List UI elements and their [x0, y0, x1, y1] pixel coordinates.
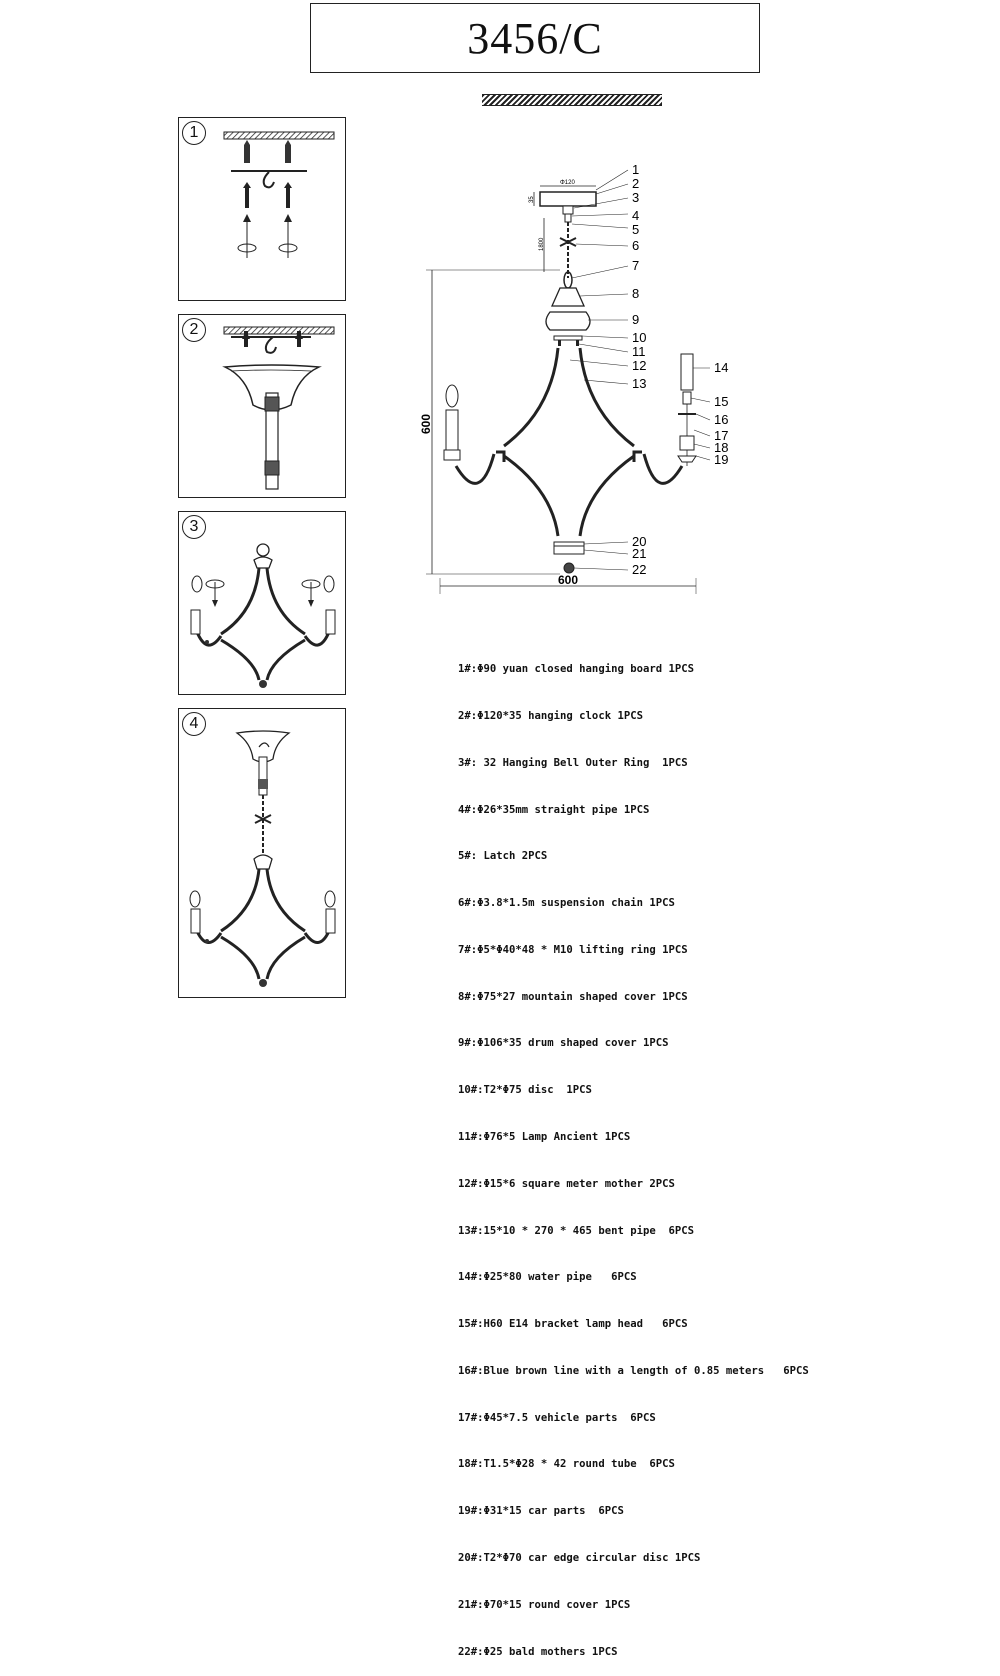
step-1-illustration: [179, 118, 347, 302]
callout-numbers: [632, 162, 728, 577]
parts-list-item: 2#:Φ120*35 hanging clock 1PCS: [458, 709, 643, 722]
wall-anchor-icon: [244, 140, 250, 163]
parts-list-item: 10#:T2*Φ75 disc 1PCS: [458, 1084, 592, 1097]
screw-icon: [284, 182, 292, 208]
step-2-number: 2: [182, 318, 206, 342]
callout-2: 2: [632, 176, 640, 191]
parts-list-item: 14#:Φ25*80 water pipe 6PCS: [458, 1271, 637, 1284]
parts-list-item: 4#:Φ26*35mm straight pipe 1PCS: [458, 803, 650, 816]
parts-list-item: 5#: Latch 2PCS: [458, 850, 548, 863]
bulb-icon: [192, 576, 202, 592]
parts-list-item: 22#:Φ25 bald mothers 1PCS: [458, 1645, 618, 1658]
callout-3: 3: [632, 190, 640, 205]
callout-19: 19: [714, 452, 729, 467]
step-3-illustration: [179, 512, 347, 696]
callout-7: 7: [632, 258, 640, 273]
parts-list-item: 9#:Φ106*35 drum shaped cover 1PCS: [458, 1037, 669, 1050]
step-2-panel: [178, 314, 346, 498]
bulb-icon: [325, 891, 335, 907]
callout-16: 16: [714, 412, 729, 427]
callout-11: 11: [632, 344, 646, 359]
overall-width: 600: [558, 573, 579, 587]
parts-list-item: 3#: 32 Hanging Bell Outer Ring 1PCS: [458, 756, 688, 769]
callout-22: 22: [632, 562, 647, 577]
callout-10: 10: [632, 330, 647, 345]
step-4-number: 4: [182, 712, 206, 736]
parts-list-item: 8#:Φ75*27 mountain shaped cover 1PCS: [458, 990, 688, 1003]
step-2-illustration: [179, 315, 347, 499]
ceiling-plate-height: 35: [529, 196, 535, 203]
parts-list-item: 7#:Φ5*Φ40*48 * M10 lifting ring 1PCS: [458, 943, 688, 956]
step-3-number: 3: [182, 515, 206, 539]
parts-list-item: 20#:T2*Φ70 car edge circular disc 1PCS: [458, 1552, 701, 1565]
bulb-icon: [190, 891, 200, 907]
callout-6: 6: [632, 238, 640, 253]
callout-18: 18: [714, 440, 729, 455]
parts-list-item: 6#:Φ3.8*1.5m suspension chain 1PCS: [458, 897, 675, 910]
callout-5: 5: [632, 222, 640, 237]
parts-list-item: 11#:Φ76*5 Lamp Ancient 1PCS: [458, 1131, 631, 1143]
callout-20: 20: [632, 534, 647, 549]
ceiling-plate: [540, 192, 596, 206]
step-1-panel: [178, 117, 346, 301]
callout-8: 8: [632, 286, 640, 301]
parts-list-item: 19#:Φ31*15 car parts 6PCS: [458, 1505, 624, 1518]
callout-17: 17: [714, 428, 729, 443]
parts-list: [458, 631, 809, 1676]
ceiling-hatch-bar: [482, 94, 662, 106]
callout-9: 9: [632, 312, 640, 327]
step-3-panel: [178, 511, 346, 695]
parts-list-item: 21#:Φ70*15 round cover 1PCS: [458, 1598, 631, 1611]
screw-icon: [243, 182, 251, 208]
ceiling-plate-diameter: Φ120: [560, 180, 575, 186]
parts-list-item: 13#:15*10 * 270 * 465 bent pipe 6PCS: [458, 1224, 694, 1237]
chain-length: 1800: [539, 237, 545, 251]
step-1-number: 1: [182, 121, 206, 145]
callout-15: 15: [714, 394, 729, 409]
callout-12: 12: [632, 358, 647, 373]
step-4-illustration: [179, 709, 347, 999]
callout-13: 13: [632, 376, 647, 391]
parts-list-item: 12#:Φ15*6 square meter mother 2PCS: [458, 1177, 675, 1190]
model-title: 3456/C: [467, 13, 603, 63]
title-box: [310, 3, 760, 73]
step-4-panel: [178, 708, 346, 998]
callout-1: 1: [632, 162, 640, 177]
callout-14: 14: [714, 360, 729, 375]
bulb-icon: [324, 576, 334, 592]
parts-list-item: 1#:Φ90 yuan closed hanging board 1PCS: [458, 663, 694, 676]
callout-4: 4: [632, 208, 640, 223]
parts-list-item: 17#:Φ45*7.5 vehicle parts 6PCS: [458, 1411, 656, 1424]
parts-list-item: 15#:H60 E14 bracket lamp head 6PCS: [458, 1318, 688, 1331]
callout-21: 21: [632, 546, 647, 561]
parts-list-item: 16#:Blue brown line with a length of 0.85 meters 6PCS: [458, 1364, 809, 1377]
parts-list-item: 18#:T1.5*Φ28 * 42 round tube 6PCS: [458, 1458, 675, 1471]
overall-height: 600: [419, 413, 433, 434]
exploded-view-drawing: [400, 150, 760, 600]
wall-anchor-icon: [285, 140, 291, 163]
bulb-icon: [446, 385, 458, 407]
